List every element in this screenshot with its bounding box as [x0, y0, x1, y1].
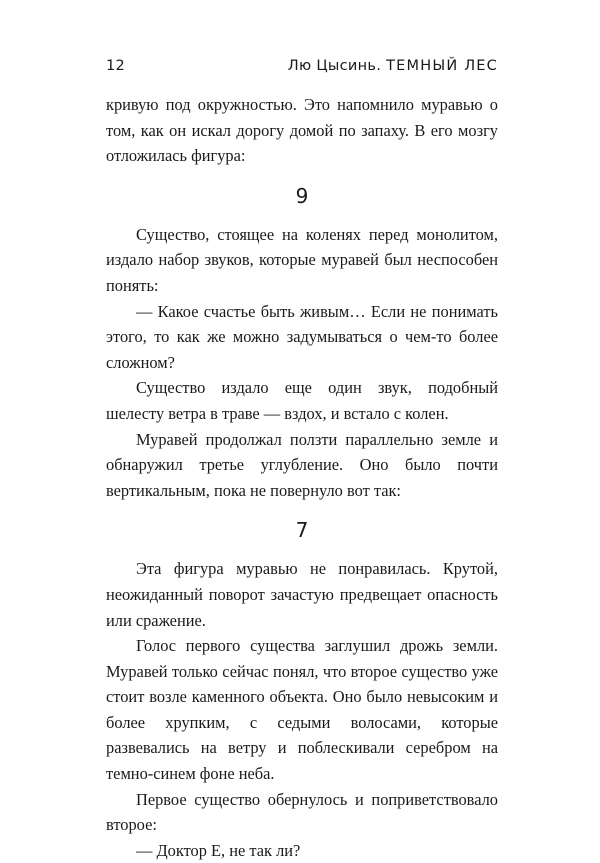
paragraph: Существо издало еще один звук, подобный шелесту ветра в траве — вздох, и встало с колен. — [106, 378, 498, 423]
paragraph: Эта фигура муравью не понравилась. Крутой, неожиданный поворот зачастую предвещает опасность или сражение. — [106, 559, 498, 630]
running-head — [288, 58, 498, 74]
paragraph: Голос первого существа заглушил дрожь земли. Муравей только сейчас понял, что второе существо уже стоит возле каменного объекта. Оно было невысоким и более хрупким, с седыми волосами, которые развевались на ветру и поблескивали серебром на темно-синем фоне неба. — [106, 636, 498, 784]
paragraph: Существо, стоящее на коленях перед монолитом, издало набор звуков, которые муравей был неспособен понять: — [106, 224, 498, 295]
running-head-title: ТЕМНЫЙ ЛЕС — [386, 58, 498, 74]
paragraph: кривую под окружностью. Это напомнило муравью о том, как он искал дорогу домой по запаху. В его мозгу отложилась фигура: — [106, 95, 498, 166]
paragraph: Муравей продолжал ползти параллельно земле и обнаружил третье углубление. Оно было почти вертикальным, пока не повернуло вот так: — [106, 429, 498, 500]
page-number: 12 — [106, 58, 126, 74]
page-header — [106, 58, 498, 80]
ant-figure-9: 9 — [295, 183, 309, 208]
paragraph-dialogue: — Какое счастье быть живым… Если не понимать этого, то как же можно задумываться о чем-то более сложном? — [106, 301, 498, 372]
body-text — [106, 92, 498, 863]
paragraph: Первое существо обернулось и поприветствовало второе: — [106, 789, 498, 835]
ant-figure-7: 7 — [295, 518, 309, 543]
paragraph-dialogue: — Доктор Е, не так ли? — [136, 840, 301, 860]
running-head-author: Лю Цысинь. — [287, 58, 382, 74]
